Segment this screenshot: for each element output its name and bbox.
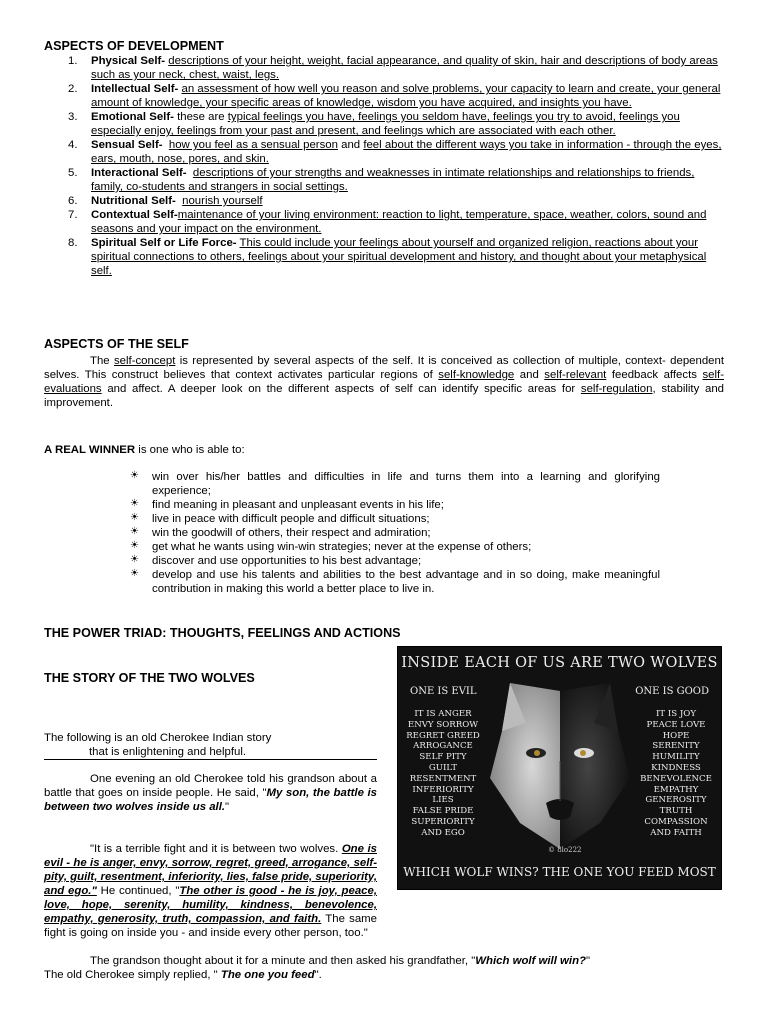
poster-good-list [637,709,715,839]
sun-bullet-icon: ☀ [130,568,139,579]
quote: My son, the battle is between two wolves inside us all. [44,787,377,813]
text: He continued, " [96,885,180,897]
text: One evening an old Cherokee told his grandson about a battle that goes on inside people. He said, " [44,773,377,799]
list-item-text: win over his/her battles and difficulties in life and turns them into a learning and glorifying experience; [152,471,660,497]
two-wolves-poster [397,646,722,890]
poster-left-label: ONE IS EVIL [410,686,477,697]
item-number: 5. [68,167,78,179]
story-paragraph [44,954,724,982]
triad-heading: THE POWER TRIAD: THOUGHTS, FEELINGS AND ACTIONS [44,626,401,640]
poster-list-line: SELF PITY [419,752,467,763]
poster-copyright: © 8lo222 [548,846,582,854]
poster-list-line: GUILT [428,762,458,773]
text: The same fight is going on inside you - and inside every other person, too." [44,913,377,939]
item-term: Sensual Self- [91,139,163,151]
list-item [130,554,660,568]
item-description: how you feel as a sensual person [168,139,338,151]
item-description: descriptions of your height, weight, facial appearance, and quality of skin, hair and descriptions of body areas such as your neck, chest, waist, legs. [91,55,718,81]
text: The old Cherokee simply replied, " [44,969,221,981]
item-description: maintenance of your living environment: reaction to light, temperature, space, weather, colors, sound and seasons and your impact on the environment. [91,209,707,235]
poster-list-line: AND EGO [421,827,465,838]
development-item [44,138,724,166]
poster-list-line: HUMILITY [652,752,700,763]
poster-list-line: BENEVOLENCE [640,773,712,784]
winner-rest: is one who is able to: [135,444,245,456]
poster-list-line: IT IS JOY [655,709,697,719]
item-number: 3. [68,111,78,123]
text: , stability and improvement. [44,383,724,409]
item-description: nourish yourself [182,195,263,207]
text: "It is a terrible fight and it is between two wolves. [90,843,342,855]
quote-good: The other is good - he is joy, peace, love, hope, serenity, humility, kindness, benevolence, empathy, generosity, truth, compassion, and faith. [44,885,377,925]
poster-list-line: FALSE PRIDE [412,806,474,817]
poster-list-line: ARROGANCE [413,741,473,752]
story-paragraph [44,772,377,814]
text: is represented by several aspects of the self. It is conceived as collection of multiple, context- dependent selves. This construct believes that context activates particular regions of [44,355,724,381]
list-item [130,568,660,596]
list-item-text: develop and use his talents and abilities to the best advantage and in so doing, make meaningful contribution in making this world a better place to live in. [152,569,660,595]
sun-bullet-icon: ☀ [130,512,139,523]
item-term: Physical Self- [91,55,166,67]
self-heading: ASPECTS OF THE SELF [44,337,189,351]
item-term: Interactional Self- [91,167,187,179]
quote: Which wolf will win? [475,955,586,967]
poster-list-line: AND FAITH [650,827,702,838]
list-item-text: find meaning in pleasant and unpleasant events in his life; [152,499,444,511]
item-number: 4. [68,139,78,151]
development-item [44,54,724,82]
poster-list-line: TRUTH [659,806,693,817]
development-item [44,208,724,236]
wolf-face-icon [480,683,640,851]
development-heading: ASPECTS OF DEVELOPMENT [44,39,224,53]
item-number: 6. [68,195,78,207]
item-term: Emotional Self- [91,111,174,123]
poster-list-line: INFERIORITY [412,784,474,795]
poster-evil-list [404,709,482,839]
development-item [44,194,724,208]
item-number: 8. [68,237,78,249]
item-description: descriptions of your strengths and weaknesses in intimate relationships and relationships to friends, family, co-students and strangers in social settings. [91,167,695,193]
development-item [44,110,724,138]
list-item [130,498,660,512]
poster-right-label: ONE IS GOOD [635,686,709,697]
development-item [44,166,724,194]
poster-list-line: GENEROSITY [645,795,707,806]
poster-list-line: PEACE LOVE [646,719,706,730]
self-paragraph [44,354,724,410]
poster-list-line: IT IS ANGER [414,709,472,719]
item-term: Spiritual Self or Life Force- [91,237,237,249]
poster-list-line: SUPERIORITY [411,816,475,827]
list-item [130,470,660,498]
text: " [225,801,230,813]
intro-line: that is enlightening and helpful. [44,745,377,760]
story-paragraph [44,842,377,940]
sun-bullet-icon: ☀ [130,498,139,509]
item-term: Intellectual Self- [91,83,179,95]
sun-bullet-icon: ☀ [130,540,139,551]
list-item-text: discover and use opportunities to his best advantage; [152,555,422,567]
text: and affect. A deeper look on the different aspects of self can identify specific areas for [101,383,581,395]
list-item-text: live in peace with difficult people and difficult situations; [152,513,430,525]
item-term: Nutritional Self- [91,195,176,207]
poster-list-line: EMPATHY [653,784,699,795]
poster-title: INSIDE EACH OF US ARE TWO WOLVES [401,655,718,671]
text: The grandson thought about it for a minute and then asked his grandfather, " [90,955,476,967]
quote: The one you feed [220,969,315,981]
item-prefix: these are [177,111,225,123]
term-link: self-relevant [544,369,607,381]
item-description: an assessment of how well you reason and solve problems, your capacity to learn and create, your general amount of knowledge, your specific areas of knowledge, wisdom you have acquired, and insights you have. [91,83,721,109]
poster-list-line: REGRET GREED [406,730,480,741]
sun-bullet-icon: ☀ [130,470,139,481]
item-number: 1. [68,55,78,67]
item-description: This could include your feelings about yourself and organized religion, reactions about your spiritual connections to others, feelings about your spiritual development and history, and thought about your metaphysical self. [91,237,707,277]
text: ". [314,969,322,981]
poster-bottom-text: WHICH WOLF WINS? THE ONE YOU FEED MOST [403,865,716,879]
poster-list-line: SERENITY [652,741,700,752]
winner-bold: A REAL WINNER [44,444,136,456]
item-number: 2. [68,83,78,95]
development-list [44,54,724,278]
term-link: self-regulation [580,383,653,395]
story-heading: THE STORY OF THE TWO WOLVES [44,671,255,685]
list-item [130,512,660,526]
sun-bullet-icon: ☀ [130,554,139,565]
text: " [586,955,591,967]
development-item [44,236,724,278]
poster-list-line: HOPE [662,730,690,741]
winner-list [130,470,660,596]
item-connector: and [341,139,361,151]
poster-list-line: KINDNESS [651,762,701,773]
poster-list-line: ENVY SORROW [407,719,479,730]
quote-evil: One is evil - he is anger, envy, sorrow, regret, greed, arrogance, self-pity, guilt, resentment, inferiority, lies, false pride, superiority, and ego." [44,843,377,897]
item-description: typical feelings you have, feelings you seldom have, feelings you try to avoid, feelings you especially enjoy, feelings from your past and present, and feelings which are associated with each other. [91,111,680,137]
list-item-text: get what he wants using win-win strategies; never at the expense of others; [152,541,532,553]
term-link: self-evaluations [44,369,724,395]
item-term: Contextual Self- [91,209,178,221]
item-number: 7. [68,209,78,221]
item-description-2: feel about the different ways you take in information - through the eyes, ears, mouth, nose, pores, and skin. [91,139,722,165]
poster-list-line: RESENTMENT [409,773,477,784]
sun-bullet-icon: ☀ [130,526,139,537]
list-item [130,526,660,540]
term-link: self-knowledge [438,369,515,381]
list-item-text: win the goodwill of others, their respect and admiration; [152,527,431,539]
text: feedback affects [606,369,703,381]
term-link: self-concept [113,355,176,367]
story-intro [44,731,377,760]
list-item [130,540,660,554]
text: The [90,355,114,367]
text: and [514,369,545,381]
winner-intro [44,443,724,457]
poster-list-line: COMPASSION [644,816,708,827]
development-item [44,82,724,110]
poster-list-line: LIES [432,795,454,806]
intro-line: The following is an old Cherokee Indian story [44,732,272,744]
